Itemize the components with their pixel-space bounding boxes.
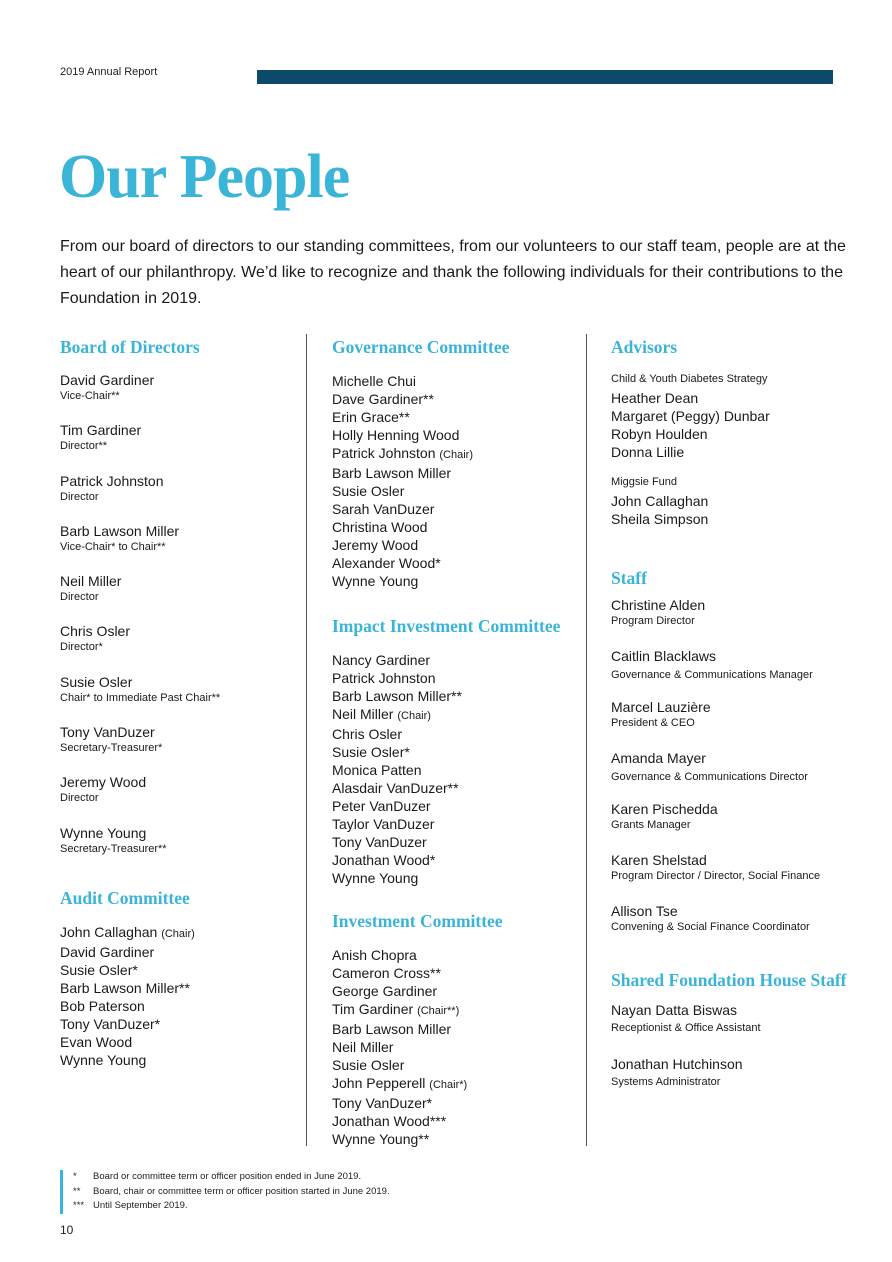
member-name: David Gardiner [60,943,155,960]
person-entry [60,623,296,673]
person-role: Chair* to Immediate Past Chair** [60,691,221,704]
footnote-text: Board, chair or committee term or officer position started in June 2019. [93,1185,390,1197]
member-name: Tony VanDuzer [332,834,427,850]
footnote [73,1199,390,1214]
list-item [332,1112,582,1130]
list-item [332,982,582,1000]
audit-section [60,887,296,1069]
list-item: John Callaghan [611,493,709,509]
list-item [332,725,582,743]
person-role: Director [60,591,99,604]
shared-staff-section [611,969,881,1110]
person-entry [60,473,296,523]
impact-list [332,651,582,887]
list-item [332,1038,582,1056]
footnote-marker: * [73,1171,77,1182]
person-role: Director** [60,440,108,453]
list-item [60,961,296,979]
person-role: Secretary-Treasurer** [60,842,167,855]
list-item [332,1074,582,1094]
member-name: Susie Osler [332,483,405,499]
member-name: Christina Wood [332,519,428,535]
person-entry [60,372,296,422]
person-entry [611,699,881,750]
person-name: Jonathan Hutchinson [611,1056,743,1072]
person-role: Director [60,490,99,503]
governance-list [332,372,582,590]
audit-list [60,923,296,1069]
person-name: Allison Tse [611,903,678,919]
list-item [332,687,582,705]
list-item [332,815,582,833]
person-name: Nayan Datta Biswas [611,1002,738,1018]
footnote-marker: ** [73,1185,81,1197]
member-name: Neil Miller [332,706,394,722]
member-name: Monica Patten [332,762,422,778]
list-item [332,390,582,408]
column-divider [586,334,587,1146]
section-heading-investment: Investment Committee [332,911,503,931]
member-name: Nancy Gardiner [332,652,431,668]
person-name: Caitlin Blacklaws [611,648,717,664]
advisor-group [611,475,881,528]
member-name: Tony VanDuzer* [60,1015,161,1032]
list-item [332,1020,582,1038]
person-name: Barb Lawson Miller [60,522,180,539]
list-item [332,500,582,518]
member-name: Patrick Johnston [332,670,436,686]
staff-section [611,567,881,954]
person-entry [611,1056,881,1110]
member-name: Anish Chopra [332,947,417,963]
advisor-group-label: Child & Youth Diabetes Strategy [611,373,768,385]
governance-section [332,336,582,590]
person-entry [60,523,296,573]
footnote [73,1185,390,1200]
member-name: Wynne Young [60,1051,147,1068]
list-item [332,797,582,815]
person-role: Vice-Chair** [60,390,120,402]
investment-section [332,910,582,1148]
list-item: Margaret (Peggy) Dunbar [611,408,770,424]
person-role: Governance & Communications Director [611,771,808,783]
list-item [332,779,582,797]
list-item [332,372,582,390]
member-name: Dave Gardiner** [332,391,434,407]
person-entry [611,801,881,852]
section-heading-staff: Staff [611,568,647,588]
person-entry [60,724,296,774]
person-role: Convening & Social Finance Coordinator [611,921,810,933]
list-item [332,518,582,536]
advisor-names [611,492,881,528]
member-name: Alasdair VanDuzer** [332,780,459,796]
list-item [332,482,582,500]
advisor-names [611,389,881,461]
footnote-text: Until September 2019. [93,1200,188,1211]
intro-paragraph: From our board of directors to our standing committees, from our volunteers to our staff team, people are at the heart of our philanthropy. We’d like to recognize and thank the following individuals for their contributions to the Foundation in 2019. [60,238,846,307]
advisor-groups [611,372,881,528]
member-name: Evan Wood [60,1033,133,1050]
list-item [332,1056,582,1074]
person-name: Amanda Mayer [611,750,706,766]
list-item [60,923,296,943]
member-name: Tim Gardiner [332,1001,414,1017]
person-role: Program Director / Director, Social Finance [611,870,821,882]
shared-staff-list [611,1002,881,1110]
section-heading-advisors: Advisors [611,337,678,357]
member-name: Jonathan Wood*** [332,1113,447,1129]
list-item [332,851,582,869]
person-name: Neil Miller [60,573,122,590]
list-item [332,761,582,779]
member-name: Patrick Johnston [332,445,436,461]
list-item [60,943,296,961]
list-item [332,426,582,444]
person-role: Program Director [611,615,695,627]
list-item [332,869,582,887]
list-item: Heather Dean [611,390,699,406]
person-role: Governance & Communications Manager [611,669,813,681]
list-item [332,464,582,482]
member-name: Jeremy Wood [332,537,419,553]
person-name: Wynne Young [60,824,147,841]
person-role: Receptionist & Office Assistant [611,1022,761,1034]
list-item [332,1130,582,1148]
list-item [60,979,296,997]
person-role: Systems Administrator [611,1076,721,1088]
person-entry [60,825,296,875]
person-entry [60,573,296,623]
board-list [60,372,296,875]
person-name: Christine Alden [611,597,706,613]
section-heading-board: Board of Directors [60,337,200,357]
member-name: Chris Osler [332,726,403,742]
column-right [611,336,881,1110]
list-item [60,1015,296,1033]
person-name: Karen Shelstad [611,852,707,868]
member-name: John Pepperell [332,1075,426,1091]
person-name: Jeremy Wood [60,774,147,791]
list-item [332,705,582,725]
member-name: Tony VanDuzer* [332,1095,433,1111]
person-entry [611,1002,881,1056]
column-middle [332,336,582,1148]
list-item [332,1000,582,1020]
member-note: (Chair*) [429,1079,468,1091]
member-name: Barb Lawson Miller [332,465,452,481]
member-name: Bob Paterson [60,997,145,1014]
member-name: Susie Osler* [332,744,410,760]
member-note: (Chair) [439,449,474,461]
member-name: George Gardiner [332,983,438,999]
person-name: David Gardiner [60,372,155,388]
impact-section [332,615,582,887]
list-item [60,997,296,1015]
list-item [332,572,582,590]
person-role: Director* [60,641,103,654]
list-item [332,444,582,464]
person-entry [60,674,296,724]
list-item [60,1033,296,1051]
member-name: Barb Lawson Miller** [332,688,462,704]
footnote-text: Board or committee term or officer position ended in June 2019. [93,1171,362,1182]
member-name: Peter VanDuzer [332,798,431,814]
person-entry [60,422,296,472]
person-name: Chris Osler [60,623,131,640]
list-item [332,833,582,851]
column-divider [306,334,307,1146]
member-name: Sarah VanDuzer [332,501,435,517]
member-name: Holly Henning Wood [332,427,460,443]
person-entry [60,774,296,824]
member-name: Michelle Chui [332,373,417,389]
list-item [332,651,582,669]
advisors-section [611,336,881,528]
person-entry [611,648,881,699]
advisor-group-label: Miggsie Fund [611,476,678,488]
list-item [60,1051,296,1069]
list-item [332,669,582,687]
list-item [332,554,582,572]
person-entry [611,852,881,903]
page-number: 10 [60,1223,74,1237]
member-name: Wynne Young [332,870,419,886]
member-name: Susie Osler [332,1057,405,1073]
person-name: Karen Pischedda [611,801,718,817]
person-role: Secretary-Treasurer* [60,742,163,755]
footnote [73,1170,390,1185]
page-title: Our People [59,143,350,211]
footnote-marker: *** [73,1200,85,1211]
list-item [332,964,582,982]
person-entry [611,750,881,801]
person-entry [611,903,881,954]
person-name: Marcel Lauzière [611,699,711,715]
section-heading-audit: Audit Committee [60,887,190,908]
list-item [332,408,582,426]
person-name: Tim Gardiner [60,422,142,439]
person-entry [611,597,881,648]
report-label: 2019 Annual Report [60,66,158,78]
section-heading-shared-staff: Shared Foundation House Staff [611,970,847,990]
person-name: Tony VanDuzer [60,724,155,741]
member-note: (Chair) [161,927,195,940]
section-heading-governance: Governance Committee [332,337,510,357]
person-role: Vice-Chair* to Chair** [60,540,166,553]
advisor-group [611,372,881,461]
member-note: (Chair**) [417,1005,460,1017]
member-name: Susie Osler* [60,961,138,978]
member-name: Taylor VanDuzer [332,816,435,832]
member-name: Jonathan Wood* [332,852,436,868]
investment-list [332,946,582,1148]
member-name: Barb Lawson Miller [332,1021,452,1037]
person-name: Susie Osler [60,673,133,690]
member-name: Alexander Wood* [332,555,441,571]
person-role: Grants Manager [611,819,691,831]
person-role: Director [60,792,99,805]
section-heading-impact: Impact Investment Committee [332,616,561,636]
list-item [332,1094,582,1112]
list-item: Robyn Houlden [611,426,708,442]
board-section [60,336,296,875]
member-note: (Chair) [397,710,431,722]
header-accent-bar [257,70,833,84]
list-item [332,946,582,964]
member-name: Neil Miller [332,1039,394,1055]
person-name: Patrick Johnston [60,472,164,489]
list-item: Sheila Simpson [611,511,709,527]
staff-list [611,597,881,954]
column-left [60,336,296,1069]
member-name: John Callaghan [60,923,158,940]
member-name: Barb Lawson Miller** [60,979,190,996]
member-name: Cameron Cross** [332,965,441,981]
member-name: Wynne Young** [332,1131,430,1147]
member-name: Erin Grace** [332,409,410,425]
footnotes [60,1170,390,1214]
member-name: Wynne Young [332,573,419,589]
list-item: Donna Lillie [611,444,685,460]
list-item [332,536,582,554]
person-role: President & CEO [611,717,695,729]
list-item [332,743,582,761]
